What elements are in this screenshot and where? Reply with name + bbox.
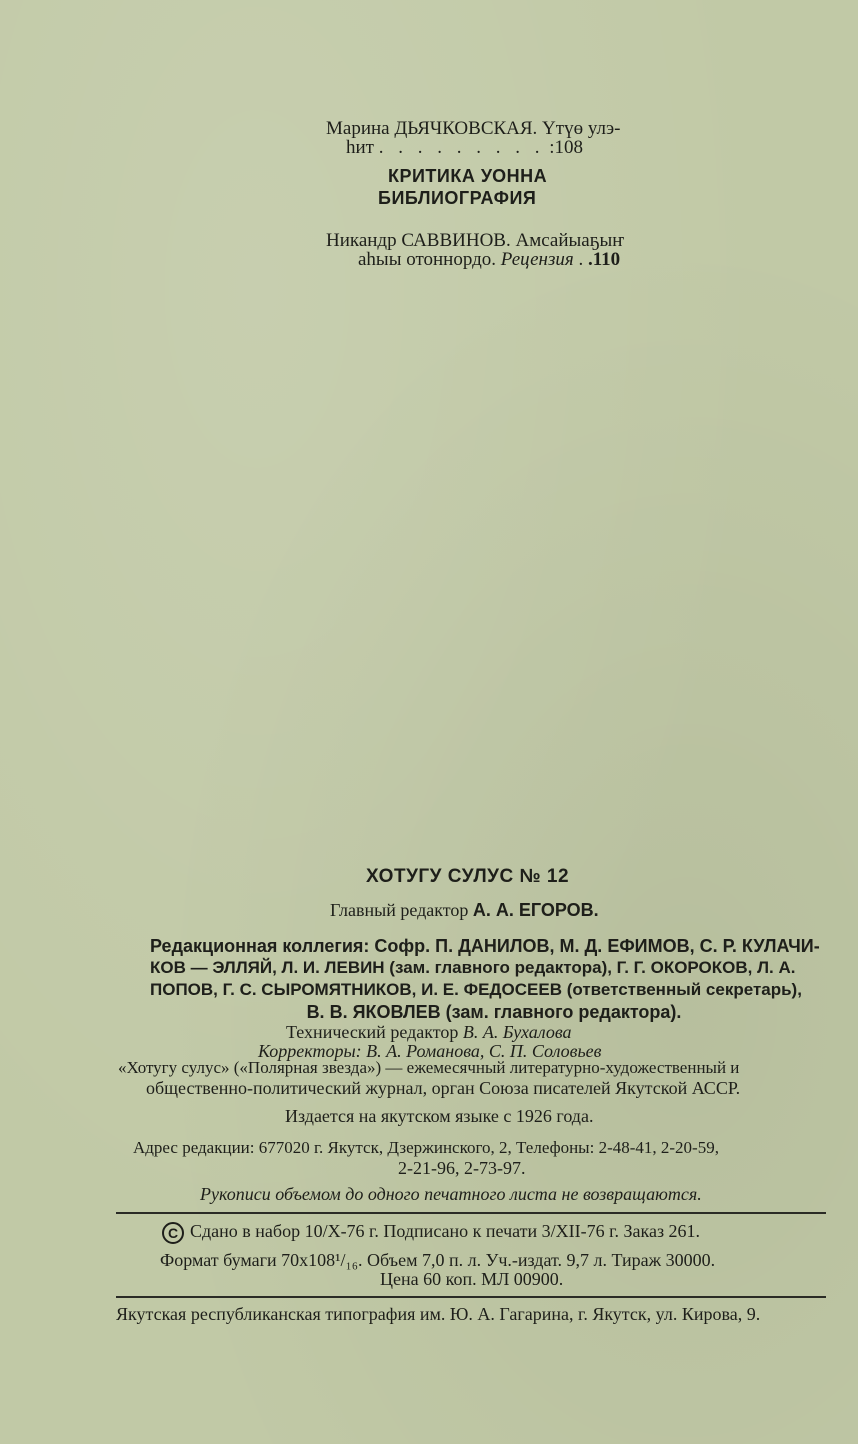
imprint-line-1: Сдано в набор 10/Х-76 г. Подписано к печати 3/ХII-76 г. Заказ 261. <box>190 1221 701 1241</box>
printer-info: Якутская республиканская типография им. Ю. А. Гагарина, г. Якутск, ул. Кирова, 9. <box>116 1304 761 1324</box>
editorial-board-line: КОВ — ЭЛЛЯЙ, Л. И. ЛЕВИН (зам. главного редактора), Г. Г. ОКОРОКОВ, Л. А. <box>150 958 796 977</box>
editorial-board-line: Редакционная коллегия: Софр. П. ДАНИЛОВ, М. Д. ЕФИМОВ, С. Р. КУЛАЧИ- <box>150 936 820 956</box>
toc-entry-1-line-1: Марина ДЬЯЧКОВСКАЯ. Үтүө улэ- <box>326 118 621 139</box>
description-line-2: общественно-политический журнал, орган Союза писателей Якутской АССР. <box>146 1078 741 1098</box>
manuscripts-notice: Рукописи объемом до одного печатного листа не возвращаются. <box>200 1184 702 1204</box>
toc-entry-2-text: аһыы отоннордо. <box>358 249 497 270</box>
toc-entry-2-page: .110 <box>587 249 621 270</box>
toc-entry-2-line-2 <box>358 249 620 271</box>
editorial-board <box>150 935 838 1023</box>
toc-entry-2-review: Рецензия <box>500 249 574 270</box>
chief-editor-label: Главный редактор <box>330 900 469 920</box>
published-since: Издается на якутском языке с 1926 года. <box>285 1106 594 1126</box>
section-heading-line-2: БИБЛИОГРАФИЯ <box>378 188 537 208</box>
editorial-board-line: ПОПОВ, Г. С. СЫРОМЯТНИКОВ, И. Е. ФЕДОСЕЕВ (ответственный секретарь), <box>150 980 802 999</box>
imprint-line-2: Формат бумаги 70x108¹/₁₆. Объем 7,0 п. л. Уч.-издат. 9,7 л. Тираж 30000. <box>160 1250 716 1270</box>
description-line-1: «Хотугу сулус» («Полярная звезда») — ежемесячный литературно-художественный и <box>118 1058 740 1077</box>
copyright-icon: C <box>162 1222 184 1244</box>
toc-entry-1-line-2 <box>346 137 583 159</box>
toc-entry-2-dots: . <box>578 249 584 270</box>
toc-entry-1-dots: . . . . . . . . . <box>378 137 545 158</box>
toc-entry-1-text: һит <box>346 137 374 158</box>
imprint-line-3: Цена 60 коп. МЛ 00900. <box>380 1269 564 1289</box>
address-line-1: Адрес редакции: 677020 г. Якутск, Дзержинского, 2, Телефоны: 2-48-41, 2-20-59, <box>133 1138 719 1157</box>
divider <box>116 1296 826 1298</box>
editorial-board-line: В. В. ЯКОВЛЕВ (зам. главного редактора). <box>306 1002 682 1022</box>
journal-title: ХОТУГУ СУЛУС № 12 <box>366 866 570 887</box>
divider <box>116 1212 826 1214</box>
toc-entry-2-line-1: Никандр САВВИНОВ. Амсайыаҕыҥ <box>326 230 625 251</box>
technical-editor <box>286 1022 572 1043</box>
chief-editor-name: А. А. ЕГОРОВ. <box>472 900 599 920</box>
correctors: Корректоры: В. А. Романова, С. П. Соловьев <box>258 1041 602 1061</box>
address-line-2: 2-21-96, 2-73-97. <box>398 1158 526 1178</box>
journal-description <box>118 1058 840 1098</box>
technical-editor-label: Технический редактор <box>286 1022 459 1042</box>
section-heading-line-1: КРИТИКА УОННА <box>388 166 548 186</box>
technical-editor-name: В. А. Бухалова <box>462 1022 572 1042</box>
toc-entry-1-page: :108 <box>549 137 584 158</box>
chief-editor <box>330 900 599 921</box>
